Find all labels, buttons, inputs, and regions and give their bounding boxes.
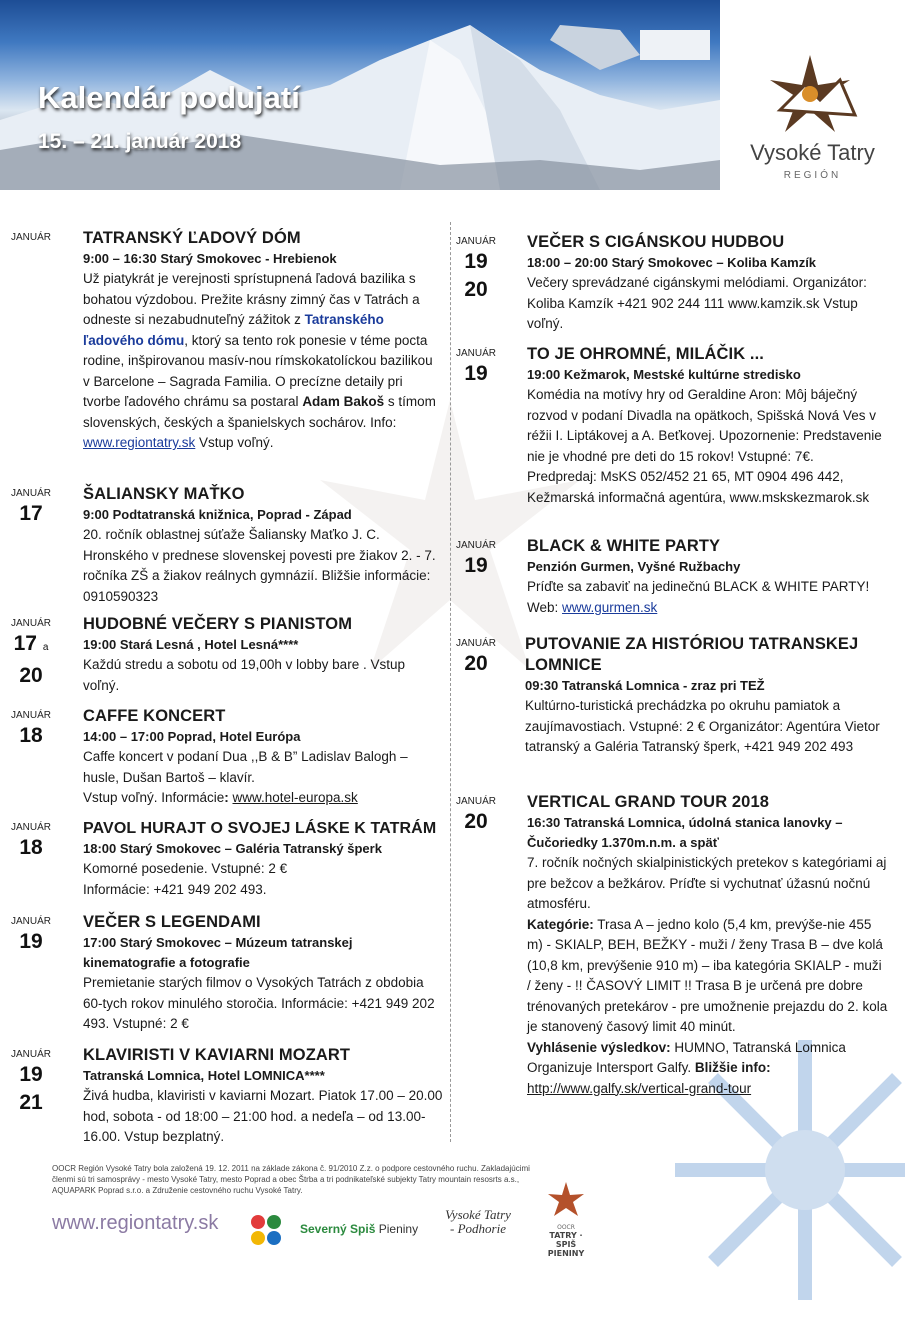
event-title: BLACK & WHITE PARTY — [527, 537, 721, 555]
footer-url[interactable]: www.regiontatry.sk — [52, 1212, 219, 1234]
brand-name: Vysoké Tatry — [750, 140, 875, 165]
event-day: 17 a — [13, 632, 49, 655]
event-description: Komorné posedenie. Vstupné: 2 € Informácie: +421 949 202 493. — [83, 861, 288, 897]
event-info: Penzión Gurmen, Vyšné Ružbachy — [527, 559, 741, 574]
event-month: JANUÁR — [10, 488, 51, 499]
event-description: Každú stredu a sobotu od 19,00h v lobby bare . Vstup voľný. — [83, 657, 405, 693]
event-info: 19:00 Stará Lesná , Hotel Lesná**** — [83, 637, 299, 652]
event-day: 19 — [464, 250, 488, 273]
event-date — [0, 1049, 62, 1117]
partner-severny-spis: Severný Spiš Pieniny — [300, 1222, 419, 1236]
flower-logo-icon — [546, 1180, 586, 1220]
event-date — [0, 916, 62, 956]
event-info: 17:00 Starý Smokovec – Múzeum tatranskej kinematografie a fotografie — [83, 935, 353, 970]
event-day: 19 — [464, 362, 488, 385]
event-title: HUDOBNÉ VEČERY S PIANISTOM — [83, 615, 353, 633]
event-day-end: 21 — [19, 1091, 43, 1114]
event-info: 9:00 – 16:30 Starý Smokovec - Hrebienok — [83, 251, 337, 266]
event-title: KLAVIRISTI V KAVIARNI MOZART — [83, 1046, 351, 1064]
event-info: 18:00 – 20:00 Starý Smokovec – Koliba Kamzík — [527, 255, 817, 270]
event-day: 20 — [464, 652, 488, 675]
event-info: 16:30 Tatranská Lomnica, údolná stanica lanovky – Čučoriedky 1.370m.n.m. a späť — [527, 815, 843, 850]
event-title: CAFFE KONCERT — [83, 707, 226, 725]
event-title: TATRANSKÝ ĽADOVÝ DÓM — [83, 229, 301, 247]
event-info: 19:00 Kežmarok, Mestské kultúrne stredisko — [527, 367, 801, 382]
event-date — [445, 796, 507, 836]
partner-tatry-spis-pieniny: OOCR TATRY · SPIŠ PIENINY — [540, 1180, 592, 1258]
header-photo — [0, 0, 720, 190]
partner-vysoke-tatry-podhorie: Vysoké Tatry - Podhorie — [445, 1207, 511, 1236]
event-link[interactable]: www.regiontatry.sk — [83, 435, 196, 450]
event-link[interactable]: www.hotel-europa.sk — [232, 790, 358, 805]
event-day: 20 — [464, 810, 488, 833]
event-month: JANUÁR — [10, 710, 51, 721]
event-date — [0, 710, 62, 750]
footer-legal: OOCR Región Vysoké Tatry bola založená 19. 12. 2011 na základe zákona č. 91/2010 Z.z. o podpore cestovného ruchu. Zakladajúcimi členmi sú tri samosprávy - mesto Vysoké Tatry, mesto Poprad a obec Štrba a tri podnikateľské subjekty Tatry mountain resosrts a.s., AQUAPARK Poprad s.r.o. a Združenie cestovného ruchu Vysoké Tatry. — [52, 1164, 530, 1195]
event-day-end: 20 — [464, 278, 488, 301]
partner-logo-icon — [248, 1212, 284, 1248]
event-date — [0, 488, 62, 528]
header — [0, 0, 905, 205]
page-title: Kalendár podujatí — [38, 80, 300, 115]
event-date — [0, 822, 62, 862]
event-title: TO JE OHROMNÉ, MILÁČIK ... — [527, 345, 764, 363]
event-month: JANUÁR — [10, 232, 51, 243]
event-day: 18 — [19, 836, 43, 859]
event-description: Kultúrno-turistická prechádzka po okruhu pamiatok a zaujímavostiach. Vstupné: 2 € Organizátor: Agentúra Vietor tatranský a Galéria Tatranský šperk, +421 949 202 493 — [525, 698, 880, 754]
event-month: JANUÁR — [455, 638, 496, 649]
event-day: 17 — [19, 502, 43, 525]
brand-block — [720, 0, 905, 205]
event-description: Caffe koncert v podaní Dua ,,B & B” Ladislav Balogh – husle, Dušan Bartoš – klavír. Vstup voľný. Informácie: www.hotel-europa.sk — [83, 749, 408, 805]
event-title: PUTOVANIE ZA HISTÓRIOU TATRANSKEJ LOMNICE — [525, 635, 859, 674]
event-title: VERTICAL GRAND TOUR 2018 — [527, 793, 770, 811]
event-date — [445, 540, 507, 580]
event-day: 18 — [19, 724, 43, 747]
event-info: 9:00 Podtatranská knižnica, Poprad - Západ — [83, 507, 352, 522]
event-title: VEČER S CIGÁNSKOU HUDBOU — [527, 233, 785, 251]
event-title: PAVOL HURAJT O SVOJEJ LÁSKE K TATRÁM — [83, 820, 437, 837]
event-info: 09:30 Tatranská Lomnica - zraz pri TEŽ — [525, 678, 765, 693]
event-link[interactable]: www.gurmen.sk — [562, 599, 658, 615]
event-day: 19 — [19, 930, 43, 953]
brand-sub: REGIÓN — [783, 170, 842, 181]
event-date — [445, 236, 507, 304]
date-range: 15. – 21. január 2018 — [38, 130, 242, 153]
event-title: VEČER S LEGENDAMI — [83, 913, 261, 931]
event-month: JANUÁR — [10, 822, 51, 833]
event-description: Premietanie starých filmov o Vysokých Tatrách z obdobia 60-tych rokov minulého storočia. Informácie: +421 949 202 493. Vstupné: 2 € — [83, 975, 435, 1031]
event-month: JANUÁR — [455, 348, 496, 359]
event-day: 19 — [19, 1063, 43, 1086]
event-date — [445, 638, 507, 678]
event-description: Už piatykrát je verejnosti sprístupnená ľadová bazilika s bohatou výzdobou. Prežite krásny zimný čas v Tatrách a odneste si nezabudnuteľný zážitok z Tatranského ľadového dómu, ktorý sa tento rok ponesie v téme pocta rodine, inšpirovanou masív-nou rímskokatolíckou bazilikou v Barcelone – Sagrada Familia. O precízne detaily pri tvorbe ľadového chrámu sa postaral Adam Bakoš s tímom slovenských, českých a španielskych sochárov. Info: www.regiontatry.sk Vstup voľný. — [83, 271, 436, 450]
event-month: JANUÁR — [10, 1049, 51, 1060]
event-description: 20. ročník oblastnej súťaže Šaliansky Maťko J. C. Hronského v prednese slovenskej povesti pre žiakov 2. - 7. ročníka ZŠ a žiakov reálnych gymnázií. Bližšie informácie: 0910590323 — [83, 527, 436, 604]
event-title: ŠALIANSKY MAŤKO — [83, 485, 245, 503]
event-description: Večery sprevádzané cigánskymi melódiami. Organizátor: Koliba Kamzík +421 902 244 111 www.kamzik.sk Vstup voľný. — [527, 275, 867, 331]
event-day: 19 — [464, 554, 488, 577]
event-description: Živá hudba, klaviristi v kaviarni Mozart. Piatok 17.00 – 20.00 hod, sobota - od 18:00 – 21:00 hod. a nedeľa – od 13.00-16.00. Vstup bezplatný. — [83, 1088, 443, 1144]
event-month: JANUÁR — [10, 618, 51, 629]
event-month: JANUÁR — [455, 540, 496, 551]
event-info: 18:00 Starý Smokovec – Galéria Tatranský šperk — [83, 841, 382, 856]
event-info: Tatranská Lomnica, Hotel LOMNICA**** — [83, 1068, 325, 1083]
event-description: 7. ročník nočných skialpinistických pretekov s kategóriami aj pre bežcov a bežkárov. Príďte si vychutnať úžasnú nočnú atmosféru. Kategórie: Trasa A – jedno kolo (5,4 km, prevýše-nie 455 m) - SKIALP, BEH, BEŽKY - muži / ženy Trasa B – dve kolá (10,8 km, prevýšenie 910 m) – iba kategória SKIALP - muži / ženy - !! ČASOVÝ LIMIT !! Trasa B je určená pre dobre trénovaných pretekárov - pre umožnenie prejazdu do 2. kola je stanovený časový limit 40 minút. Vyhlásenie výsledkov: HUMNO, Tatranská Lomnica Organizuje Intersport Galfy. Bližšie info: http://www.galfy.sk/vertical-grand-tour — [527, 855, 888, 1096]
event-date — [0, 618, 62, 690]
event-description: Komédia na motívy hry od Geraldine Aron: Môj báječný rozvod v podaní Divadla na opätkoch, Spišská Nová Ves v réžii I. Liptákovej a A. Beťkovej. Upozornenie: Predstavenie nie je vhodné pre deti do 15 rokov! Vstupné: 7€. Predpredaj: MsKS 052/452 21 65, MT 0904 496 442, Kežmarská informačná agentúra, www.mskskezmarok.sk — [527, 387, 882, 505]
event-description: Príďte sa zabaviť na jedinečnú BLACK & WHITE PARTY! Web: www.gurmen.sk — [527, 579, 870, 615]
region-logo-icon — [760, 50, 860, 140]
event-month: JANUÁR — [10, 916, 51, 927]
event-day-end: 20 — [19, 664, 43, 687]
event-month: JANUÁR — [455, 236, 496, 247]
event-date — [0, 232, 62, 244]
event-info: 14:00 – 17:00 Poprad, Hotel Európa — [83, 729, 301, 744]
event-month: JANUÁR — [455, 796, 496, 807]
event-link[interactable]: http://www.galfy.sk/vertical-grand-tour — [527, 1080, 752, 1096]
event-date — [445, 348, 507, 388]
